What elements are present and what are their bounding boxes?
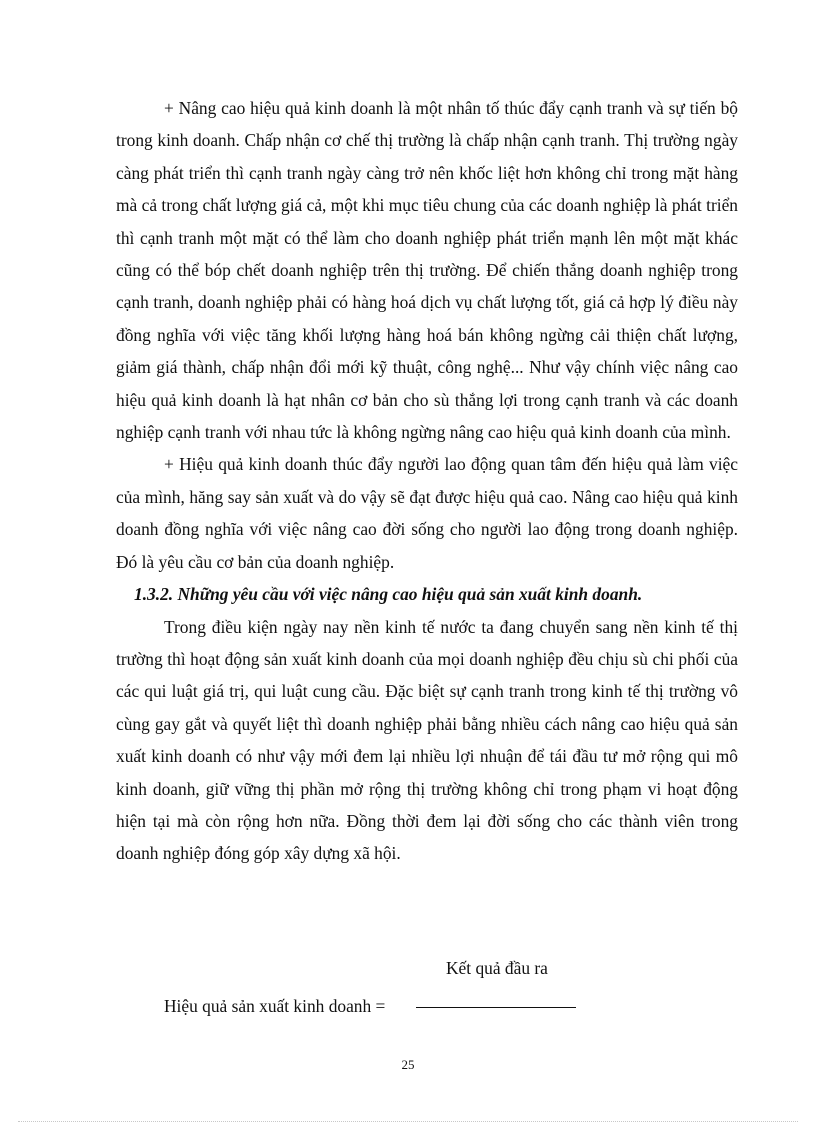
efficiency-formula xyxy=(164,958,664,1028)
page-bottom-divider xyxy=(18,1121,798,1122)
section-heading: 1.3.2. Những yêu cầu với việc nâng cao hiệu quả sản xuất kinh doanh. xyxy=(134,584,643,605)
paragraph-requirements: Trong điều kiện ngày nay nền kinh tế nước ta đang chuyển sang nền kinh tế thị trường thì hoạt động sản xuất kinh doanh của mọi doanh nghiệp đều chịu sù chi phối của các qui luật giá trị, qui luật cung cầu. Đặc biệt sự cạnh tranh trong kinh tế thị trường vô cùng gay gắt và quyết liệt thì doanh nghiệp phải bằng nhiều cách nâng cao hiệu quả sản xuất kinh doanh có như vậy mới đem lại nhiều lợi nhuận để tái đầu tư mở rộng qui mô kinh doanh, giữ vững thị phần mở rộng thị trường không chỉ trong phạm vi hoạt động hiện tại mà còn rộng hơn nữa. Đồng thời đem lại đời sống cho các thành viên trong doanh nghiệp đóng góp xây dựng xã hội. xyxy=(116,616,738,864)
formula-lhs: Hiệu quả sản xuất kinh doanh = xyxy=(164,996,386,1016)
fraction-bar xyxy=(416,1007,576,1008)
paragraph-workers: + Hiệu quả kinh doanh thúc đẩy người lao động quan tâm đến hiệu quả làm việc của mình, hăng say sản xuất và do vậy sẽ đạt được hiệu quả cao. Nâng cao hiệu quả kinh doanh đồng nghĩa với việc nâng cao đời sống cho người lao động trong doanh nghiệp. Đó là yêu cầu cơ bản của doanh nghiệp. xyxy=(116,454,738,572)
paragraph-competition: + Nâng cao hiệu quả kinh doanh là một nhân tố thúc đẩy cạnh tranh và sự tiến bộ trong kinh doanh. Chấp nhận cơ chế thị trường là chấp nhận cạnh tranh. Thị trường ngày càng phát triển thì cạnh tranh ngày càng trở nên khốc liệt hơn không chỉ trong mặt hàng mà cả trong chất lượng giá cả, một khi mục tiêu chung của các doanh nghiệp là phát triển thì cạnh tranh một mặt có thể làm cho doanh nghiệp phát triển mạnh lên một mặt khác cũng có thể bóp chết doanh nghiệp trên thị trường. Để chiến thắng doanh nghiệp trong cạnh tranh, doanh nghiệp phải có hàng hoá dịch vụ chất lượng tốt, giá cả hợp lý điều này đồng nghĩa với việc tăng khối lượng hàng hoá bán không ngừng cải thiện chất lượng, giảm giá thành, chấp nhận đổi mới kỹ thuật, công nghệ... Như vậy chính việc nâng cao hiệu quả kinh doanh là hạt nhân cơ bản cho sù thắng lợi trong cạnh tranh và các doanh nghiệp cạnh tranh với nhau tức là không ngừng nâng cao hiệu quả kinh doanh của mình. xyxy=(116,98,738,443)
page-number: 25 xyxy=(401,1057,415,1072)
page-body xyxy=(116,92,738,870)
formula-numerator: Kết quả đầu ra xyxy=(446,958,548,978)
